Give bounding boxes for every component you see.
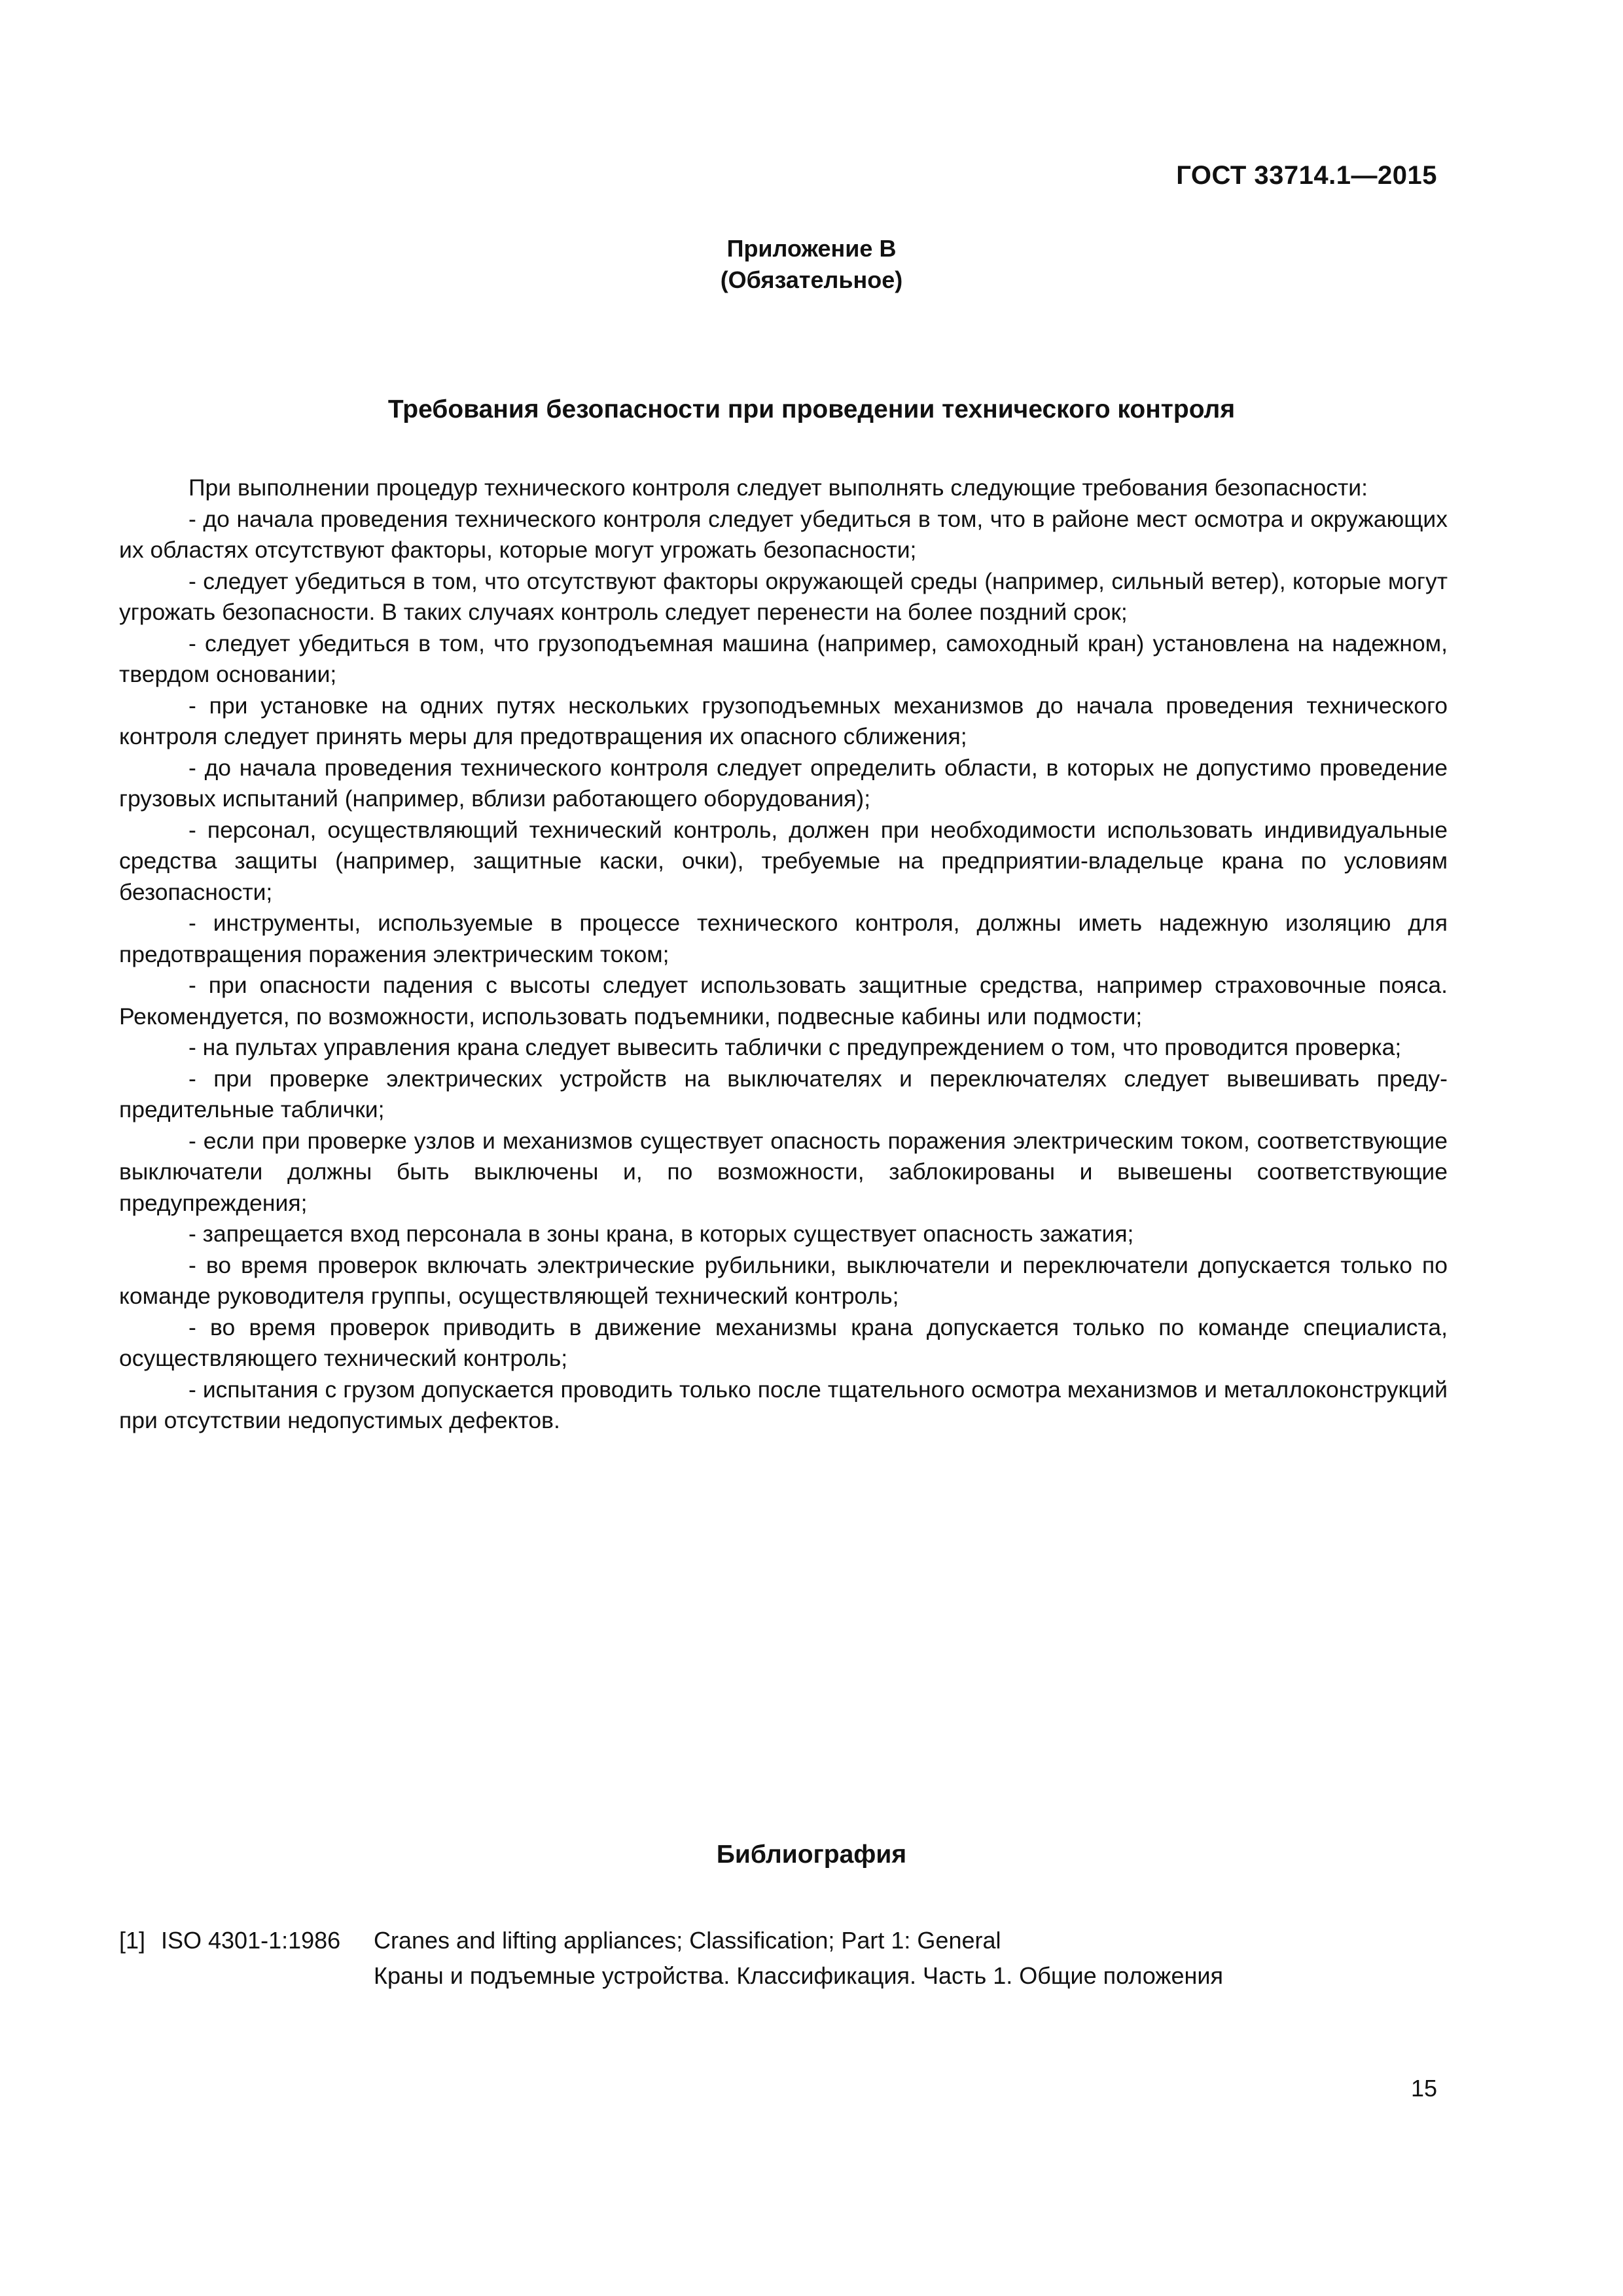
requirement-item: - при опасности падения с высоты следует использовать защитные средства, например страховочные пояса. Рекомендуется, по возможности, использовать подъемники, подвесные кабины или подмости; [119, 972, 1448, 1030]
bibliography-entry [119, 1923, 1448, 1994]
requirement-item: - если при проверке узлов и механизмов существует опасность поражения электрическим током, соответствующие выключатели должны быть выключены и, по возможности, заблокированы и вывешены соответствующие предупреждения; [119, 1127, 1448, 1216]
bibliography-number: [1] [119, 1927, 146, 1954]
paragraph-intro: При выполнении процедур технического контроля следует выполнять следующие требования безопасности: [188, 475, 1368, 501]
safety-requirements-text [119, 473, 1448, 1437]
requirement-item: - персонал, осуществляющий технический контроль, должен при необходимости использовать индивидуальные средства защиты (например, защитные каски, очки), требуемые на предприятии-владельце крана по условиям безопасности; [119, 816, 1448, 905]
requirement-item: - при установке на одних путях нескольких грузоподъемных механизмов до начала проведения технического контроля следует принять меры для предотвращения их опасного сближения; [119, 692, 1448, 749]
bibliography-title-ru: Краны и подъемные устройства. Классификация. Часть 1. Общие положения [374, 1962, 1223, 1989]
requirement-item: - инструменты, используемые в процессе технического контроля, должны иметь надежную изоляцию для предотвращения поражения электрическим током; [119, 910, 1448, 967]
requirement-item: - до начала проведения технического контроля следует определить области, в которых не допустимо проведение грузовых испытаний (например, вблизи работающего оборудования); [119, 754, 1448, 812]
bibliography-code: ISO 4301-1:1986 [161, 1927, 341, 1954]
requirement-item: - следует убедиться в том, что отсутствуют факторы окружающей среды (например, сильный ветер), которые могут угрожать безопасности. В таких случаях контроль следует перенести на более поздний срок; [119, 567, 1448, 625]
requirement-item: - запрещается вход персонала в зоны крана, в которых существует опасность зажатия; [188, 1221, 1134, 1247]
appendix-label: Приложение В [726, 235, 897, 262]
requirement-item: - во время проверок приводить в движение механизмы крана допускается только по команде специалиста, осуществляющего технический контроль; [119, 1314, 1448, 1371]
appendix-status: (Обязательное) [720, 266, 903, 293]
bibliography-title-en: Cranes and lifting appliances; Classification; Part 1: General [374, 1927, 1001, 1954]
standard-code-header: ГОСТ 33714.1—2015 [1176, 161, 1437, 190]
appendix-title: Требования безопасности при проведении технического контроля [387, 395, 1236, 423]
requirement-item: - следует убедиться в том, что грузоподъемная машина (например, самоходный кран) установлена на надежном, твердом основании; [119, 630, 1448, 687]
requirement-item: - при проверке электрических устройств на выключателях и переключателях следует вывешивать предупредительные таблички; [119, 1065, 1448, 1122]
requirement-item: - испытания с грузом допускается проводить только после тщательного осмотра механизмов и металлоконструкций при отсутствии недопустимых дефектов. [119, 1376, 1448, 1433]
requirement-item: - во время проверок включать электрические рубильники, выключатели и переключатели допускается только по команде руководителя группы, осуществляющей технический контроль; [119, 1251, 1448, 1309]
page-number: 15 [1410, 2075, 1437, 2102]
appendix-heading [0, 233, 1623, 296]
requirement-item: - до начала проведения технического контроля следует убедиться в том, что в районе мест осмотра и окружающих их областях отсутствуют факторы, которые могут угрожать безопасности; [119, 505, 1448, 563]
requirement-item: - на пультах управления крана следует вывесить таблички с предупреждением о том, что проводится проверка; [188, 1034, 1402, 1060]
bibliography-title: Библиография [716, 1840, 907, 1869]
